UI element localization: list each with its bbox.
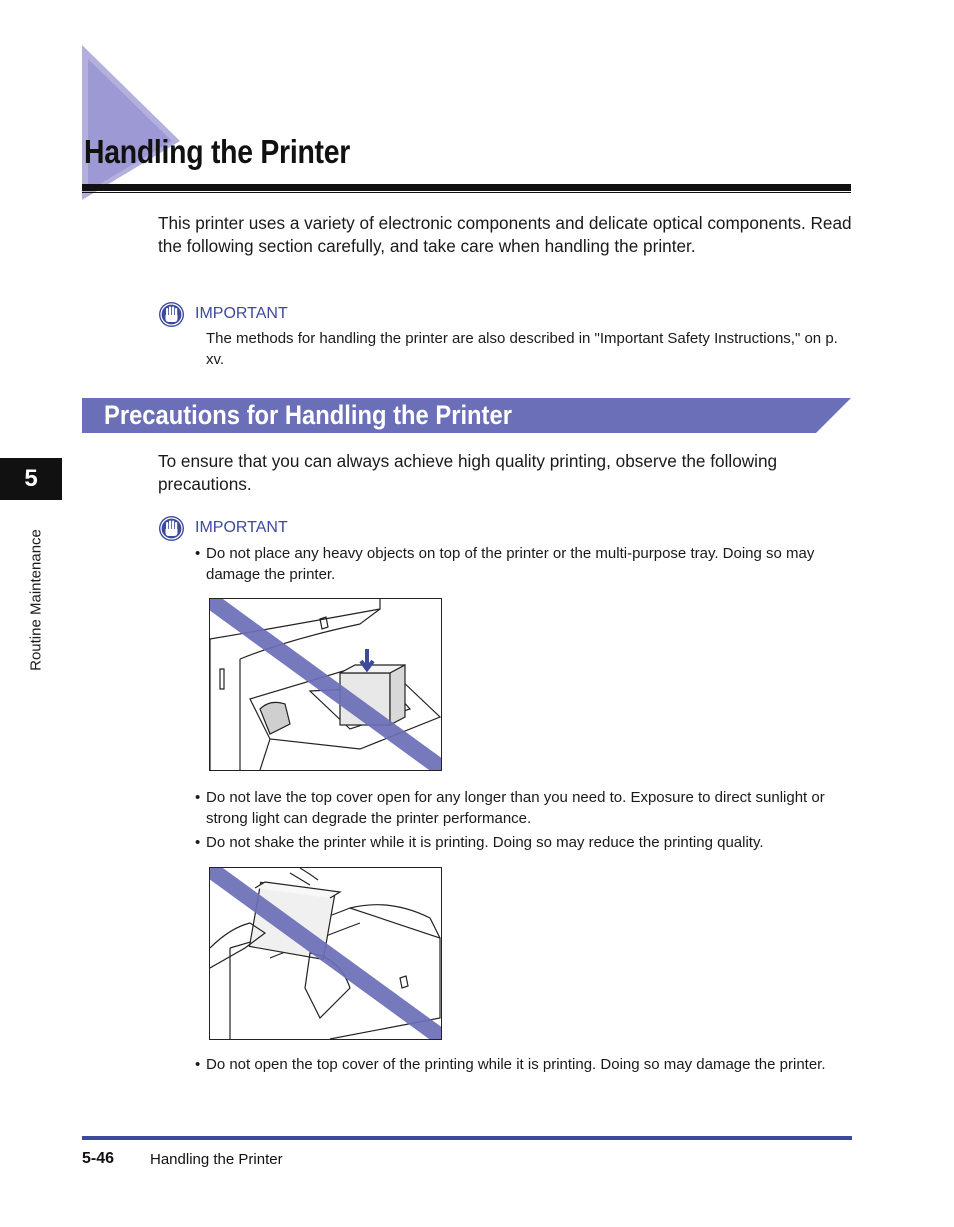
list-item: • Do not shake the printer while it is printing. Doing so may reduce the printing quality.	[195, 834, 764, 851]
page-title: Handling the Printer	[84, 133, 351, 170]
title-rule	[82, 184, 851, 191]
list-item: • Do not place any heavy objects on top of the printer or the multi-purpose tray. Doing so may damage the printer.	[195, 545, 815, 583]
important-hand-icon	[158, 301, 185, 328]
title-rule-thin	[82, 192, 851, 193]
header-corner-triangle	[82, 45, 192, 200]
section-title: Precautions for Handling the Printer	[104, 400, 512, 430]
footer-rule	[82, 1136, 852, 1140]
chapter-tab: 5	[0, 458, 62, 500]
page-number: 5-46	[82, 1150, 115, 1167]
important-text: The methods for handling the printer are also described in "Important Safety Instructions," on p. xv.	[206, 330, 838, 368]
figure-shaking-prohibited	[209, 867, 442, 1040]
intro-paragraph: This printer uses a variety of electronic components and delicate optical components. Read the following section carefully, and take care when handling the printer.	[158, 213, 852, 256]
section-intro: To ensure that you can always achieve high quality printing, observe the following precautions.	[158, 451, 778, 494]
important-hand-icon	[158, 515, 185, 542]
important-label: IMPORTANT	[195, 519, 288, 536]
list-item: • Do not open the top cover of the printing while it is printing. Doing so may damage the printer.	[195, 1056, 826, 1073]
list-item: • Do not lave the top cover open for any longer than you need to. Exposure to direct sunlight or strong light can degrade the printer performance.	[195, 789, 825, 827]
footer-title: Handling the Printer	[150, 1151, 283, 1168]
figure-heavy-object-prohibited	[209, 598, 442, 771]
important-label: IMPORTANT	[195, 305, 288, 322]
chapter-side-label: Routine Maintenance	[27, 529, 45, 671]
